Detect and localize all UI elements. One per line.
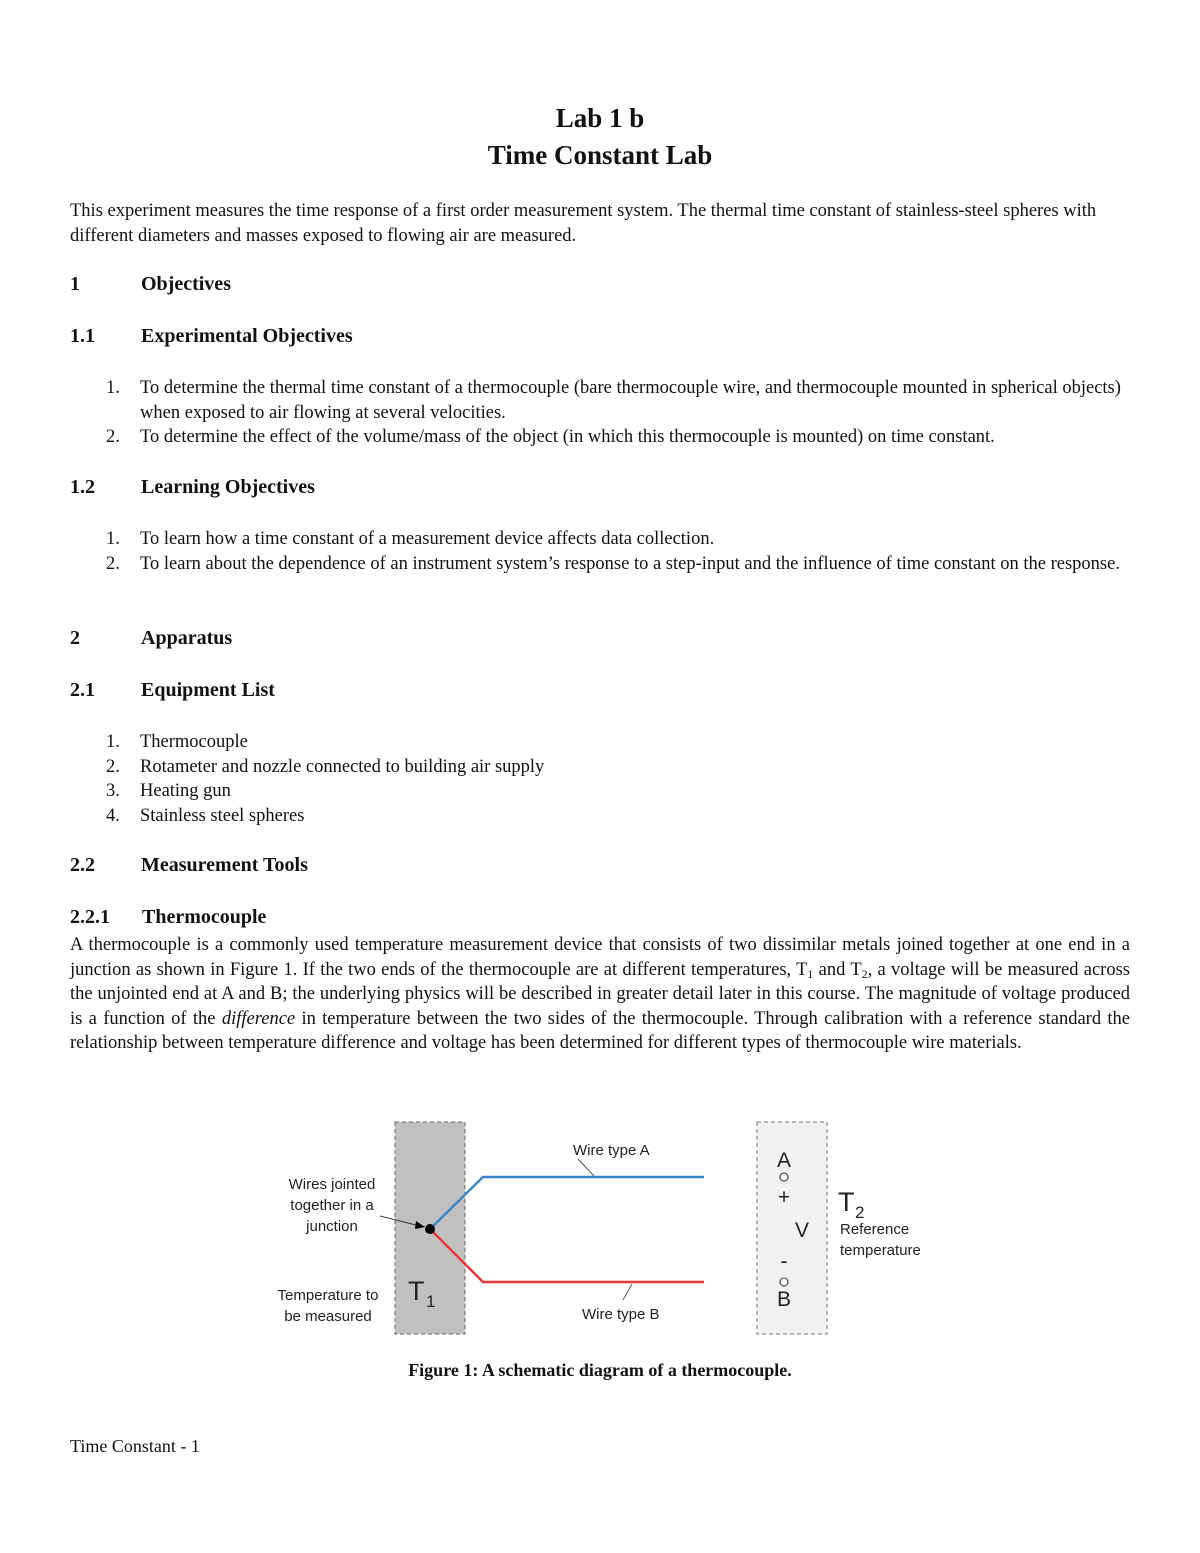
thermocouple-diagram (260, 1110, 960, 1350)
subscript: 2 (861, 966, 868, 981)
learning-objectives-list (70, 527, 1130, 576)
list-marker: 2. (106, 756, 120, 777)
section-number: 1 (70, 273, 80, 295)
voltage-label: V (794, 1219, 810, 1242)
page-footer: Time Constant - 1 (70, 1436, 200, 1456)
list-item-text: Rotameter and nozzle connected to building air supply (140, 756, 545, 777)
list-item (70, 755, 1130, 780)
thermocouple-paragraph (70, 933, 1130, 1056)
wire-a-label: Wire type A (573, 1142, 650, 1159)
list-marker: 2. (106, 553, 120, 574)
section-heading-apparatus (70, 627, 232, 650)
section-heading-measurement-tools (70, 854, 308, 877)
list-marker: 1. (106, 732, 120, 752)
section-heading-objectives (70, 273, 231, 296)
list-item (70, 730, 1130, 755)
section-title: Equipment List (141, 679, 275, 701)
junction-label: junction (306, 1218, 358, 1235)
section-number: 1.2 (70, 476, 95, 498)
list-item-text: To learn how a time constant of a measurement device affects data collection. (140, 529, 715, 549)
section-title: Measurement Tools (141, 854, 308, 876)
list-item (70, 425, 1130, 450)
text-run: in temperature between the two sides of the thermocouple. Through calibration with a reference standard the relationship between temperature difference and voltage has been determined for different types of thermocouple wire materials. (70, 1008, 1130, 1053)
junction-label: together in a (290, 1197, 374, 1214)
minus-sign: - (780, 1250, 788, 1273)
measured-temperature-label: be measured (284, 1308, 372, 1325)
wire-type-b (430, 1229, 704, 1282)
section-heading-experimental-objectives (70, 325, 353, 348)
text-run: , a voltage will be measured across the unjointed end at A and B; the underlying physics will be described in greater detail later in this course. The magnitude of voltage produced is a function of the (70, 959, 1130, 1029)
section-number: 2.1 (70, 679, 95, 701)
terminal-a-icon (780, 1173, 788, 1181)
reference-temperature-block (757, 1122, 827, 1334)
junction-dot-icon (425, 1224, 435, 1234)
emphasis: difference (221, 1008, 296, 1029)
text-run: A thermocouple is a commonly used temperature measurement device that consists of two dissimilar metals joined together at one end in a junction as shown in Figure 1. If the two ends of the thermocouple are at different temperatures, T (70, 935, 1130, 980)
list-item (70, 779, 1130, 804)
subscript: 1 (807, 966, 814, 981)
plus-sign: + (777, 1186, 791, 1209)
text-run: and T (813, 959, 862, 980)
reference-label: Reference (840, 1221, 910, 1238)
section-heading-thermocouple (70, 906, 266, 929)
section-number: 2.2.1 (70, 906, 110, 928)
list-marker: 1. (106, 529, 120, 549)
list-item-text: To learn about the dependence of an instrument system’s response to a step-input and the influence of time constant on the response. (140, 553, 1120, 574)
list-item (70, 527, 1130, 552)
figure-caption: Figure 1: A schematic diagram of a thermocouple. (408, 1360, 792, 1380)
t2-label: T (838, 1187, 855, 1217)
equipment-list (70, 730, 1130, 828)
t2-subscript: 2 (855, 1203, 865, 1222)
terminal-a-label: A (776, 1149, 792, 1172)
wire-type-a (430, 1177, 704, 1229)
list-item-text: Thermocouple (140, 732, 248, 752)
list-item (70, 552, 1130, 577)
section-title: Experimental Objectives (141, 325, 353, 347)
list-marker: 1. (106, 378, 120, 398)
section-number: 1.1 (70, 325, 95, 347)
section-number: 2.2 (70, 854, 95, 876)
reference-label: temperature (840, 1242, 921, 1259)
t1-label: T (408, 1276, 425, 1306)
section-heading-equipment-list (70, 679, 275, 702)
experimental-objectives-list (70, 376, 1130, 450)
section-heading-learning-objectives (70, 476, 315, 499)
section-title: Thermocouple (142, 906, 267, 928)
intro-paragraph: This experiment measures the time response of a first order measurement system. The thermal time constant of stainless-steel spheres with different diameters and masses exposed to flowing air are measured. (70, 201, 1097, 246)
list-item-text: To determine the thermal time constant of a thermocouple (bare thermocouple wire, and thermocouple mounted in spherical objects) when exposed to air flowing at several velocities. (140, 378, 1121, 423)
list-marker: 2. (106, 427, 120, 447)
doc-title-line2: Time Constant Lab (487, 140, 713, 170)
list-item-text: To determine the effect of the volume/mass of the object (in which this thermocouple is mounted) on time constant. (140, 427, 995, 447)
list-item (70, 376, 1130, 425)
list-marker: 3. (106, 781, 120, 801)
section-title: Learning Objectives (141, 476, 315, 498)
junction-label: Wires jointed (288, 1176, 376, 1193)
list-marker: 4. (106, 805, 120, 826)
terminal-b-label: B (776, 1288, 792, 1311)
t1-subscript: 1 (426, 1292, 436, 1311)
doc-title-line1: Lab 1 b (555, 103, 645, 133)
list-item-text: Stainless steel spheres (140, 805, 305, 826)
wire-b-label: Wire type B (582, 1306, 660, 1323)
list-item-text: Heating gun (140, 781, 231, 801)
list-item (70, 804, 1130, 829)
measured-temperature-label: Temperature to (277, 1287, 379, 1304)
terminal-b-icon (780, 1278, 788, 1286)
section-number: 2 (70, 627, 80, 649)
section-title: Objectives (141, 273, 231, 295)
section-title: Apparatus (141, 627, 233, 649)
